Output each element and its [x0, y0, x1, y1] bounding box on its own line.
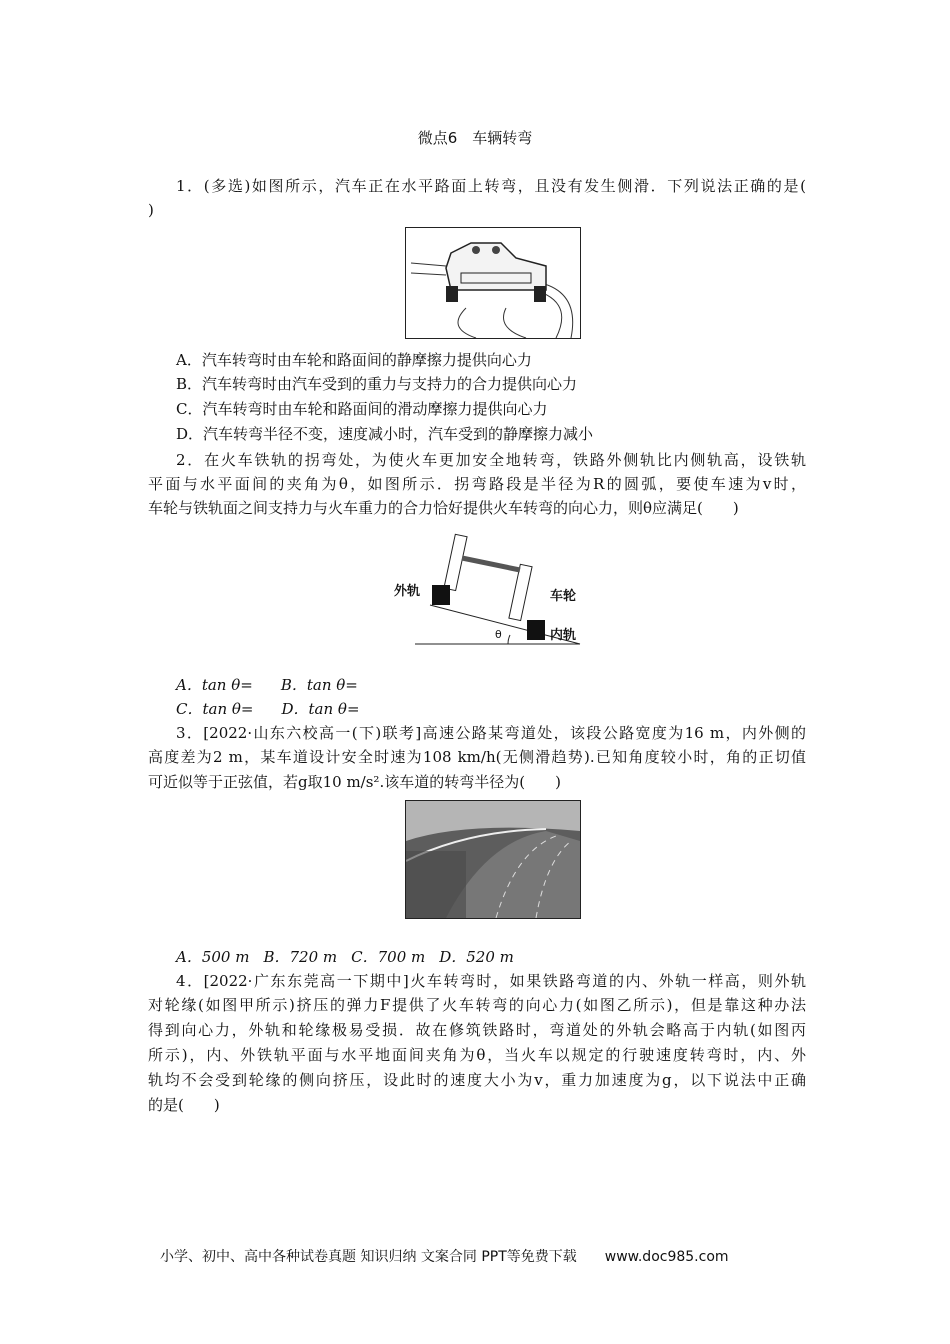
highway-curve-photo [405, 800, 581, 919]
q3-option-c: C．700 m [351, 948, 426, 966]
inner-rail-label: 内轨 [550, 628, 577, 643]
q1-stem: 1．(多选)如图所示，汽车正在水平路面上转弯，且没有发生侧滑．下列说法正确的是( [176, 177, 806, 195]
q3-options-row [176, 947, 806, 967]
q4-stem-line: 得到向心力，外轨和轮缘极易受损．故在修筑铁路时，弯道处的外轨会略高于内轨(如图丙 [148, 1021, 806, 1039]
footer-ad-text: 小学、初中、高中各种试卷真题 知识归纳 文案合同 PPT等免费下载 www.doc985.com [160, 1249, 729, 1265]
q2-option-c: C．tan θ= [176, 700, 254, 718]
wheel-label: 车轮 [550, 589, 577, 604]
q2-options-row [176, 699, 806, 719]
q3-stem-line: 3．[2022·山东六校高一(下)联考]高速公路某弯道处，该段公路宽度为16 m，内外侧的 [176, 724, 806, 742]
page-title: 微点6 车辆转弯 [417, 129, 533, 147]
q3-option-a: A．500 m [176, 948, 250, 966]
q4-stem-line: 所示)，内、外铁轨平面与水平地面间夹角为θ，当火车以规定的行驶速度转弯时，内、外 [148, 1046, 806, 1064]
q3-stem-line: 可近似等于正弦值，若g取10 m/s².该车道的转弯半径为( ) [148, 773, 561, 791]
q4-stem-line: 的是( ) [148, 1096, 220, 1114]
q2-option-d: D．tan θ= [281, 700, 360, 718]
outer-rail-label: 外轨 [394, 584, 421, 599]
theta-label: θ [495, 628, 502, 641]
q4-stem-line: 轨均不会受到轮缘的侧向挤压，设此时的速度大小为v，重力加速度为g，以下说法中正确 [148, 1071, 806, 1089]
q4-stem-line: 4．[2022·广东东莞高一下期中]火车转弯时，如果铁路弯道的内、外轨一样高，则外轨 [176, 972, 806, 990]
q1-option-d: D．汽车转弯半径不变，速度减小时，汽车受到的静摩擦力减小 [176, 425, 594, 443]
q1-option-c: C．汽车转弯时由车轮和路面间的滑动摩擦力提供向心力 [176, 400, 548, 418]
q3-option-b: B．720 m [263, 948, 338, 966]
q1-stem-end: ) [148, 201, 154, 219]
car-turning-figure [405, 227, 581, 339]
q3-stem-line: 高度差为2 m，某车道设计安全时速为108 km/h(无侧滑趋势).已知角度较小时，角的正切值 [148, 748, 806, 766]
q4-stem-line: 对轮缘(如图甲所示)挤压的弹力F提供了火车转弯的向心力(如图乙所示)，但是靠这种办法 [148, 996, 806, 1014]
q1-option-a: A．汽车转弯时由车轮和路面间的静摩擦力提供向心力 [176, 351, 532, 369]
q1-option-b: B．汽车转弯时由汽车受到的重力与支持力的合力提供向心力 [176, 375, 578, 393]
q2-options-row [176, 675, 806, 695]
q2-stem-line: 平面与水平面间的夹角为θ，如图所示．拐弯路段是半径为R的圆弧，要使车速为v时， [148, 475, 806, 493]
q2-stem-line: 车轮与铁轨面之间支持力与火车重力的合力恰好提供火车转弯的向心力，则θ应满足( ) [148, 499, 739, 517]
q2-stem-line: 2．在火车铁轨的拐弯处，为使火车更加安全地转弯，铁路外侧轨比内侧轨高，设铁轨 [176, 451, 806, 469]
q2-option-b: B．tan θ= [280, 676, 358, 694]
q2-option-a: A．tan θ= [176, 676, 253, 694]
q3-option-d: D．520 m [439, 948, 514, 966]
rail-tilt-figure [390, 530, 590, 648]
